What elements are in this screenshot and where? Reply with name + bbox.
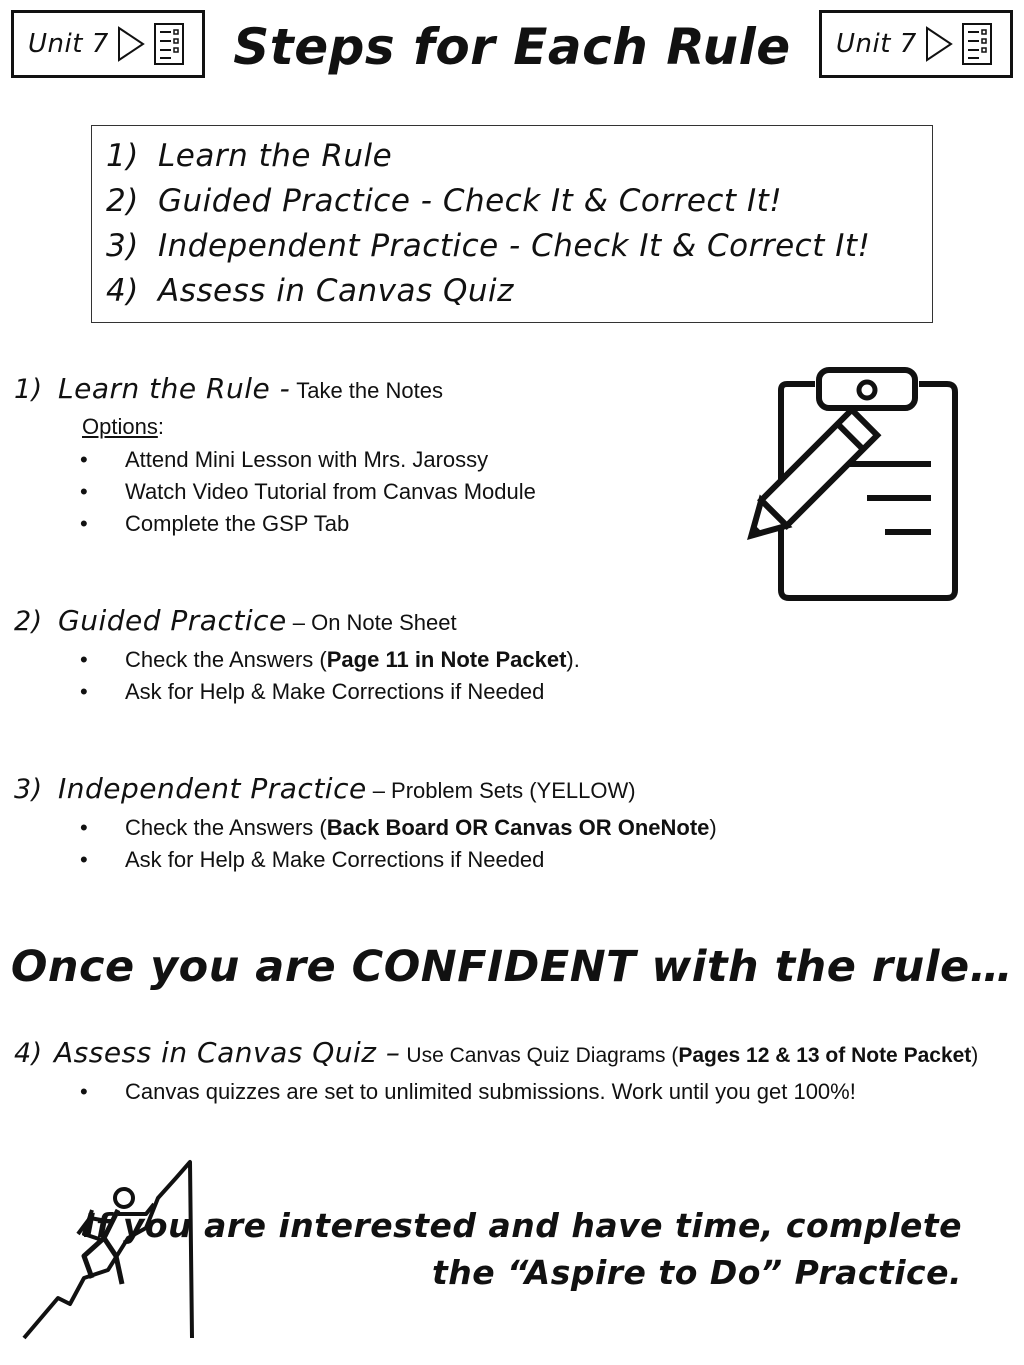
- section-number: 4): [14, 1038, 43, 1069]
- section-subtitle: – Problem Sets (YELLOW): [372, 778, 636, 803]
- steps-list-item: [106, 134, 932, 179]
- bullet-item: • Attend Mini Lesson with Mrs. Jarossy: [80, 447, 489, 472]
- section-4-heading: [14, 1036, 978, 1069]
- section-title: Guided Practice: [58, 604, 287, 637]
- steps-summary-box: [91, 125, 933, 323]
- section-number: 3): [14, 774, 43, 805]
- unit-badge-label: Unit 7: [836, 29, 917, 59]
- bullet-item: • Check the Answers (Page 11 in Note Packet).: [80, 647, 580, 672]
- steps-list-item: [106, 269, 932, 314]
- step-text: Assess in Canvas Quiz: [158, 273, 514, 309]
- step-number: 1): [106, 138, 139, 174]
- aspire-note: [83, 1202, 962, 1296]
- steps-list-item: [106, 224, 932, 269]
- aspire-line-1: If you are interested and have time, complete: [83, 1206, 962, 1245]
- bullet-item: • Ask for Help & Make Corrections if Needed: [80, 847, 545, 872]
- section-subtitle: – On Note Sheet: [292, 610, 457, 635]
- step-number: 3): [106, 228, 139, 264]
- steps-list-item: [106, 179, 932, 224]
- page-title: Steps for Each Rule: [233, 18, 791, 76]
- bullet-item: • Ask for Help & Make Corrections if Needed: [80, 679, 545, 704]
- section-number: 1): [14, 374, 43, 405]
- step-text: Independent Practice - Check It & Correct It!: [158, 228, 871, 264]
- confident-heading: Once you are CONFIDENT with the rule…: [10, 942, 1014, 992]
- bullet-item: • Check the Answers (Back Board OR Canvas OR OneNote): [80, 815, 717, 840]
- options-label: Options:: [82, 414, 164, 439]
- aspire-line-2: the “Aspire to Do” Practice.: [432, 1253, 962, 1292]
- unit-badge-label: Unit 7: [28, 29, 109, 59]
- section-2-heading: [14, 604, 457, 637]
- clipboard-pencil-icon: [735, 362, 965, 607]
- bullet-item: • Watch Video Tutorial from Canvas Module: [80, 479, 536, 504]
- section-number: 2): [14, 606, 43, 637]
- section-subtitle: Use Canvas Quiz Diagrams (Pages 12 & 13 of Note Packet): [406, 1044, 979, 1067]
- step-text: Guided Practice - Check It & Correct It!: [158, 183, 783, 219]
- section-title: Independent Practice: [58, 772, 367, 805]
- section-subtitle: Take the Notes: [296, 378, 443, 403]
- step-text: Learn the Rule: [158, 138, 393, 174]
- step-number: 2): [106, 183, 139, 219]
- bullet-item: • Canvas quizzes are set to unlimited submissions. Work until you get 100%!: [80, 1079, 856, 1104]
- section-title: Assess in Canvas Quiz –: [54, 1036, 401, 1069]
- bullet-item: • Complete the GSP Tab: [80, 511, 350, 536]
- section-title: Learn the Rule -: [58, 372, 291, 405]
- step-number: 4): [106, 273, 139, 309]
- section-3-heading: [14, 772, 636, 805]
- section-1-heading: [14, 372, 443, 405]
